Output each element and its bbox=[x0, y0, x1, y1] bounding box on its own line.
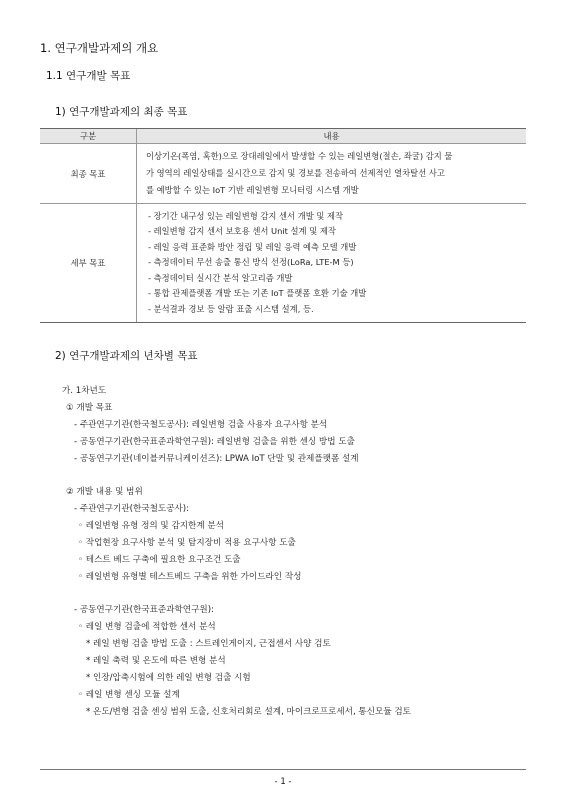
detail-goal-item: - 분석결과 경보 등 알람 표출 시스템 설계, 등. bbox=[148, 303, 314, 314]
org-label: - 공동연구기관(한국표준과학연구원): bbox=[74, 605, 214, 615]
table-header-row bbox=[40, 129, 526, 144]
table-row bbox=[40, 204, 526, 323]
row-label-detail: 세부 목표 bbox=[40, 204, 137, 323]
dev-goal-label: ① 개발 목표 bbox=[66, 403, 113, 413]
table-header-content: 내용 bbox=[137, 129, 527, 144]
detail-goal-item: - 레일 응력 표준화 방안 정립 및 레일 응력 예측 모델 개발 bbox=[148, 241, 357, 252]
scope-item: ◦ 작업현장 요구사항 분석 및 탐지장비 적용 요구사항 도출 bbox=[78, 538, 296, 548]
detail-goal-item: - 통합 관제플랫폼 개발 또는 기존 IoT 플랫폼 호환 기술 개발 bbox=[148, 288, 367, 299]
scope-item: ◦ 레일 변형 검출에 적합한 센서 분석 bbox=[78, 622, 216, 632]
page-number: - 1 - bbox=[274, 776, 292, 786]
detail-goal-content bbox=[137, 204, 527, 323]
table-header-category: 구분 bbox=[40, 129, 137, 144]
scope-sub-item: * 인장/압축시험에 의한 레일 변형 검출 시험 bbox=[86, 673, 251, 683]
detail-goal-item: - 레일변형 감지 센서 보호용 센서 Unit 설계 및 제작 bbox=[148, 226, 336, 237]
detail-goal-item: - 장기간 내구성 있는 레일변형 감지 센서 개발 및 제작 bbox=[148, 210, 344, 221]
final-goal-content bbox=[137, 144, 527, 204]
scope-item: ◦ 레일변형 유형별 테스트베드 구축을 위한 가이드라인 작성 bbox=[78, 572, 302, 582]
scope-item: ◦ 테스트 베드 구축에 필요한 요구조건 도출 bbox=[78, 555, 241, 565]
dev-goal-item: - 공동연구기관(네이블커뮤니케이션즈): LPWA IoT 단말 및 관제플랫폼 설계 bbox=[74, 454, 359, 464]
yearly-goal-heading: 2) 연구개발과제의 년차별 목표 bbox=[55, 350, 198, 362]
dev-goal-item: - 공동연구기관(한국표준과학연구원): 레일변형 검출을 위한 센싱 방법 도출 bbox=[74, 437, 355, 447]
scope-sub-item: * 레일 변형 검출 방법 도출 : 스트레인게이지, 근접센서 사양 검토 bbox=[86, 639, 331, 649]
scope-sub-item: * 온도/변형 검출 센싱 범위 도출, 신호처리회로 설계, 마이크로프로세서, 통신모듈 검토 bbox=[86, 707, 411, 717]
goals-table bbox=[40, 128, 526, 323]
detail-goal-item: - 측정데이터 실시간 분석 알고리즘 개발 bbox=[148, 272, 293, 283]
dev-goal-item: - 주관연구기관(한국철도공사): 레일변형 검출 사용자 요구사항 분석 bbox=[74, 420, 328, 430]
footer-divider bbox=[40, 769, 526, 770]
row-label-final: 최종 목표 bbox=[40, 144, 137, 204]
scope-item: ◦ 레일 변형 센싱 모듈 설계 bbox=[78, 690, 180, 700]
detail-goal-item: - 측정데이터 무선 송출 통신 방식 선정(LoRa, LTE-M 등) bbox=[148, 257, 354, 268]
subsection-heading: 1.1 연구개발 목표 bbox=[46, 70, 131, 82]
scope-item: ◦ 레일변형 유형 정의 및 감지한계 분석 bbox=[78, 521, 224, 531]
table-row bbox=[40, 144, 526, 204]
final-goal-heading: 1) 연구개발과제의 최종 목표 bbox=[55, 106, 188, 118]
dev-scope-label: ② 개발 내용 및 범위 bbox=[66, 487, 143, 497]
org-label: - 주관연구기관(한국철도공사): bbox=[74, 504, 190, 514]
final-goal-line: 를 예방할 수 있는 IoT 기반 레일변형 모니터링 시스템 개발 bbox=[146, 185, 359, 195]
scope-sub-item: * 레일 축력 및 온도에 따른 변형 분석 bbox=[86, 656, 226, 666]
section-heading: 1. 연구개발과제의 개요 bbox=[40, 41, 159, 55]
final-goal-line: 가 영역의 레일상태를 실시간으로 감지 및 경보를 전송하여 선제적인 열차탈선 사고 bbox=[146, 168, 445, 178]
year-label: 가. 1차년도 bbox=[62, 386, 107, 396]
final-goal-line: 이상기온(폭염, 혹한)으로 장대레일에서 발생할 수 있는 레일변형(절손, 좌굴) 감지 물 bbox=[146, 151, 453, 161]
